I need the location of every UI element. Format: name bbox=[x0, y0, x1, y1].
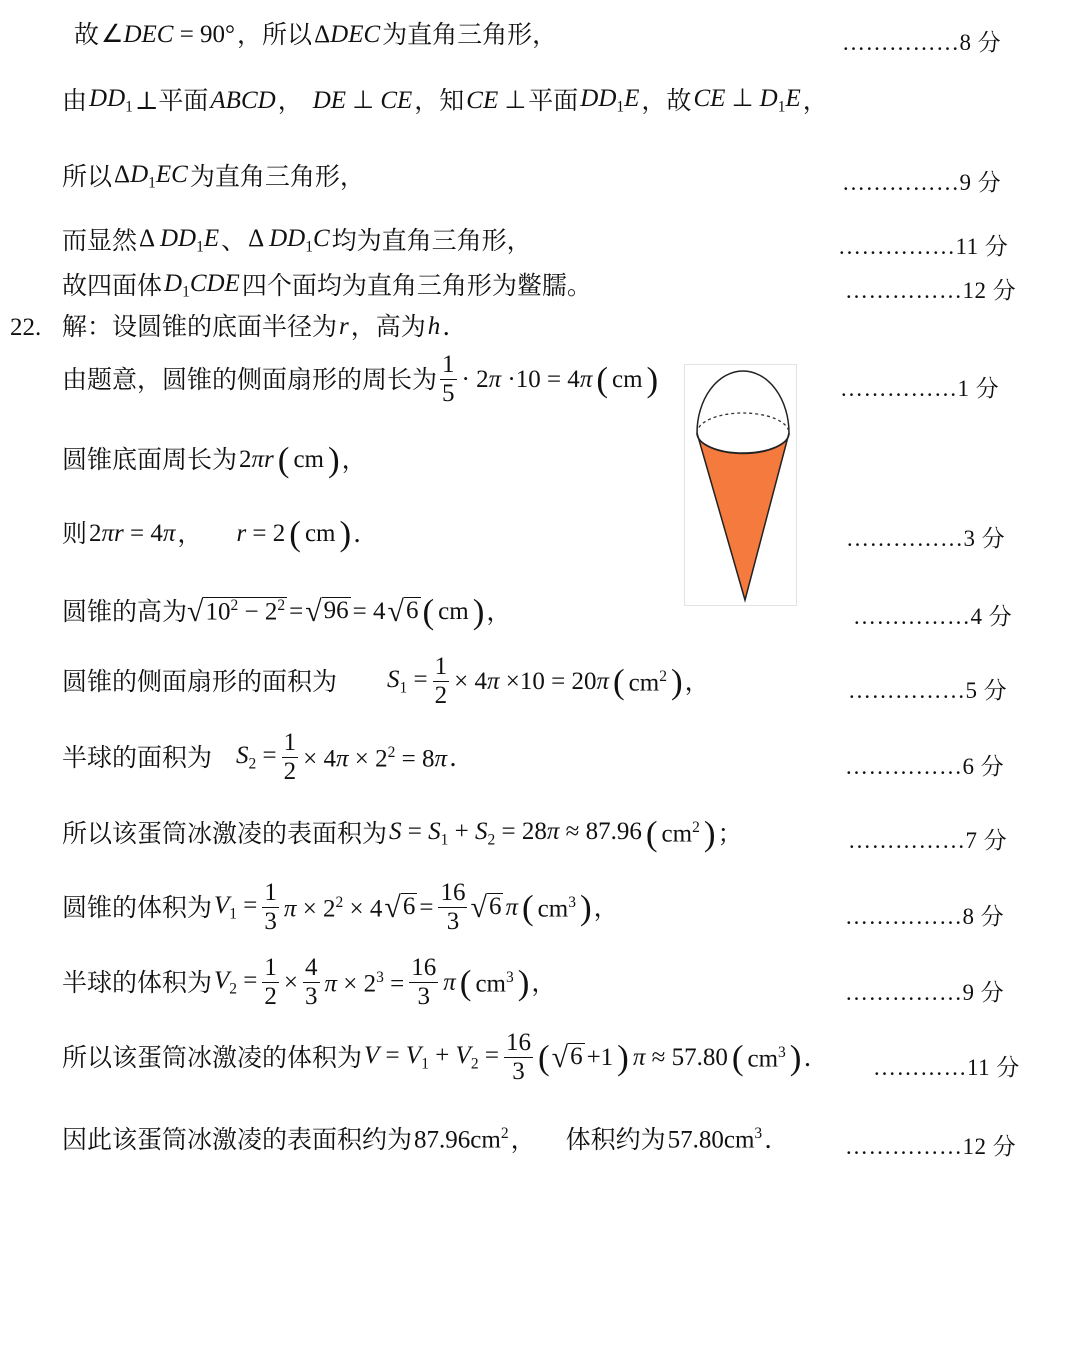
score-9b: ……………9 分 bbox=[845, 980, 1005, 1005]
text: ， bbox=[277, 85, 303, 115]
text: . bbox=[353, 519, 362, 548]
score-12a: ……………12 分 bbox=[845, 278, 1017, 303]
line-14: 圆锥的体积为 $V_1$ = $\frac{1}{3}$ $\pi \times 2^2 \times 4$ √ 6 = $\frac{16}{3}$ √ 6 π ( $cm^3$ ) ， bbox=[62, 879, 619, 936]
text: ，故 bbox=[641, 85, 692, 115]
text: 为直角三角形， bbox=[382, 20, 558, 49]
text: . bbox=[442, 312, 451, 341]
score-8b: ……………8 分 bbox=[845, 904, 1005, 929]
score-9a: ……………9 分 bbox=[842, 170, 1002, 195]
text: 圆锥的体积为 bbox=[62, 893, 213, 923]
text: . bbox=[449, 743, 457, 773]
text: 因此该蛋筒冰激凌的表面积约为 bbox=[62, 1124, 413, 1154]
text: 解：设圆锥的底面半径为 bbox=[62, 312, 338, 341]
score-7: ……………7 分 bbox=[848, 828, 1008, 853]
text: 平面 bbox=[528, 85, 579, 115]
score-4: ……………4 分 bbox=[853, 604, 1013, 629]
line-17: 因此该蛋筒冰激凌的表面积约为 $87.96cm^2$ ， 体积约为 $57.80cm^3$ . bbox=[62, 1124, 773, 1154]
text: ， bbox=[802, 85, 828, 115]
line-8: 圆锥底面周长为 2πr ( cm ) ， bbox=[62, 440, 367, 479]
text: ， bbox=[486, 597, 512, 626]
line-9: 则 2πr = 4π ， r = 2 ( cm ) . bbox=[62, 514, 362, 553]
cone-icon bbox=[697, 433, 789, 600]
area-value: 87.96cm bbox=[414, 1126, 501, 1154]
line-2: 由 $DD_1$ ⊥ 平面 ABCD ， DE ⊥ CE ，知 CE ⊥ 平面 $DD_1E$ ，故 CE ⊥ $D_1E$ ， bbox=[62, 85, 828, 116]
score-8a: ……………8 分 bbox=[842, 30, 1002, 55]
ice-cream-cone-figure bbox=[684, 364, 797, 606]
score-6: ……………6 分 bbox=[845, 754, 1005, 779]
text: ， bbox=[531, 968, 557, 998]
text: 均为直角三角形， bbox=[331, 225, 532, 255]
line-5: 故四面体 $D_1CDE$ 四个面均为直角三角形为鳖臑。 bbox=[62, 270, 592, 301]
line-4: 而显然 Δ $DD_1E$ 、 Δ $DD_1C$ 均为直角三角形， bbox=[62, 225, 532, 256]
text: ； bbox=[717, 819, 743, 848]
text: 故 bbox=[74, 20, 100, 49]
text: 体积约为 bbox=[565, 1124, 666, 1154]
line-16: 所以该蛋筒冰激凌的体积为 $V = V_1 + V_2$ = $\frac{16}{3}$ ( √ 6 +1 ) π ≈ 57.80 ( $cm^3$ ) . bbox=[62, 1029, 812, 1086]
text: 为直角三角形， bbox=[189, 161, 365, 191]
line-15: 半球的体积为 $V_2$ = $\frac{1}{2}$ × $\frac{4}{3}$ $\pi \times 2^3$ = $\frac{16}{3}$ π ( $cm^3$ ) ， bbox=[62, 954, 557, 1011]
text: 圆锥的侧面扇形的面积为 bbox=[62, 667, 338, 697]
text: 平面 bbox=[158, 85, 209, 115]
base-circle-back bbox=[697, 413, 789, 433]
line-7: 由题意，圆锥的侧面扇形的周长为 $\frac{1}{5}$ · 2π ·10 = 4π ( cm ) bbox=[62, 351, 659, 408]
text: 故四面体 bbox=[62, 270, 163, 300]
line-1: 故 ∠DEC = 90° ，所以 ΔDEC 为直角三角形， bbox=[74, 20, 558, 49]
line-11: 圆锥的侧面扇形的面积为 $S_1$ = $\frac{1}{2}$ × 4π ×10 = 20π ( $cm^2$ ) ， bbox=[62, 653, 710, 710]
line-q22: 解：设圆锥的底面半径为 r ，高为 h . bbox=[62, 312, 451, 341]
text: ， bbox=[341, 445, 367, 474]
hemisphere-icon bbox=[697, 371, 789, 433]
text: 、 bbox=[221, 225, 247, 255]
perp-symbol: ⊥ bbox=[134, 85, 159, 115]
volume-value: 57.80cm bbox=[667, 1126, 755, 1154]
text: ，所以 bbox=[237, 20, 313, 49]
score-1: ……………1 分 bbox=[840, 376, 1000, 401]
text: ， bbox=[684, 667, 710, 697]
score-3: ……………3 分 bbox=[846, 526, 1006, 551]
text: 圆锥的高为 bbox=[62, 597, 188, 626]
text: 半球的面积为 bbox=[62, 743, 213, 773]
line-13: 所以该蛋筒冰激凌的表面积为 $S = S_1 + S_2 = 28\pi \approx 87.96$ ( $cm^2$ ) ； bbox=[62, 814, 743, 853]
text: . bbox=[764, 1124, 773, 1154]
text: 由 bbox=[62, 85, 88, 115]
score-11a: ……………11 分 bbox=[838, 234, 1009, 259]
text: 由题意，圆锥的侧面扇形的周长为 bbox=[62, 365, 438, 395]
line-10: 圆锥的高为 √ $10^2 - 2^2$ = √ 96 = 4 √ 6 ( cm ) ， bbox=[62, 592, 512, 631]
line-12: 半球的面积为 $S_2$ = $\frac{1}{2}$ × $4\pi \times 2^2 = 8\pi$ . bbox=[62, 729, 457, 786]
text: 所以该蛋筒冰激凌的体积为 bbox=[62, 1043, 363, 1073]
text: 四个面均为直角三角形为鳖臑。 bbox=[241, 270, 592, 300]
text: 则 bbox=[62, 519, 88, 548]
text: 而显然 bbox=[62, 225, 138, 255]
text: 半球的体积为 bbox=[62, 968, 213, 998]
score-11b: …………11 分 bbox=[873, 1055, 1020, 1080]
text: 所以该蛋筒冰激凌的表面积为 bbox=[62, 819, 388, 848]
score-5: ……………5 分 bbox=[848, 678, 1008, 703]
text: ， bbox=[593, 893, 619, 923]
question-number: 22. bbox=[10, 314, 42, 341]
score-12b: ……………12 分 bbox=[845, 1134, 1017, 1159]
text: . bbox=[803, 1043, 812, 1073]
text: 所以 bbox=[62, 161, 113, 191]
text: 圆锥底面周长为 bbox=[62, 445, 238, 474]
text: ，高为 bbox=[350, 312, 426, 341]
line-3: 所以 $\Delta D_1EC$ 为直角三角形， bbox=[62, 161, 365, 192]
text: ， bbox=[177, 519, 203, 548]
text: ，知 bbox=[414, 85, 465, 115]
text: ， bbox=[510, 1124, 536, 1154]
